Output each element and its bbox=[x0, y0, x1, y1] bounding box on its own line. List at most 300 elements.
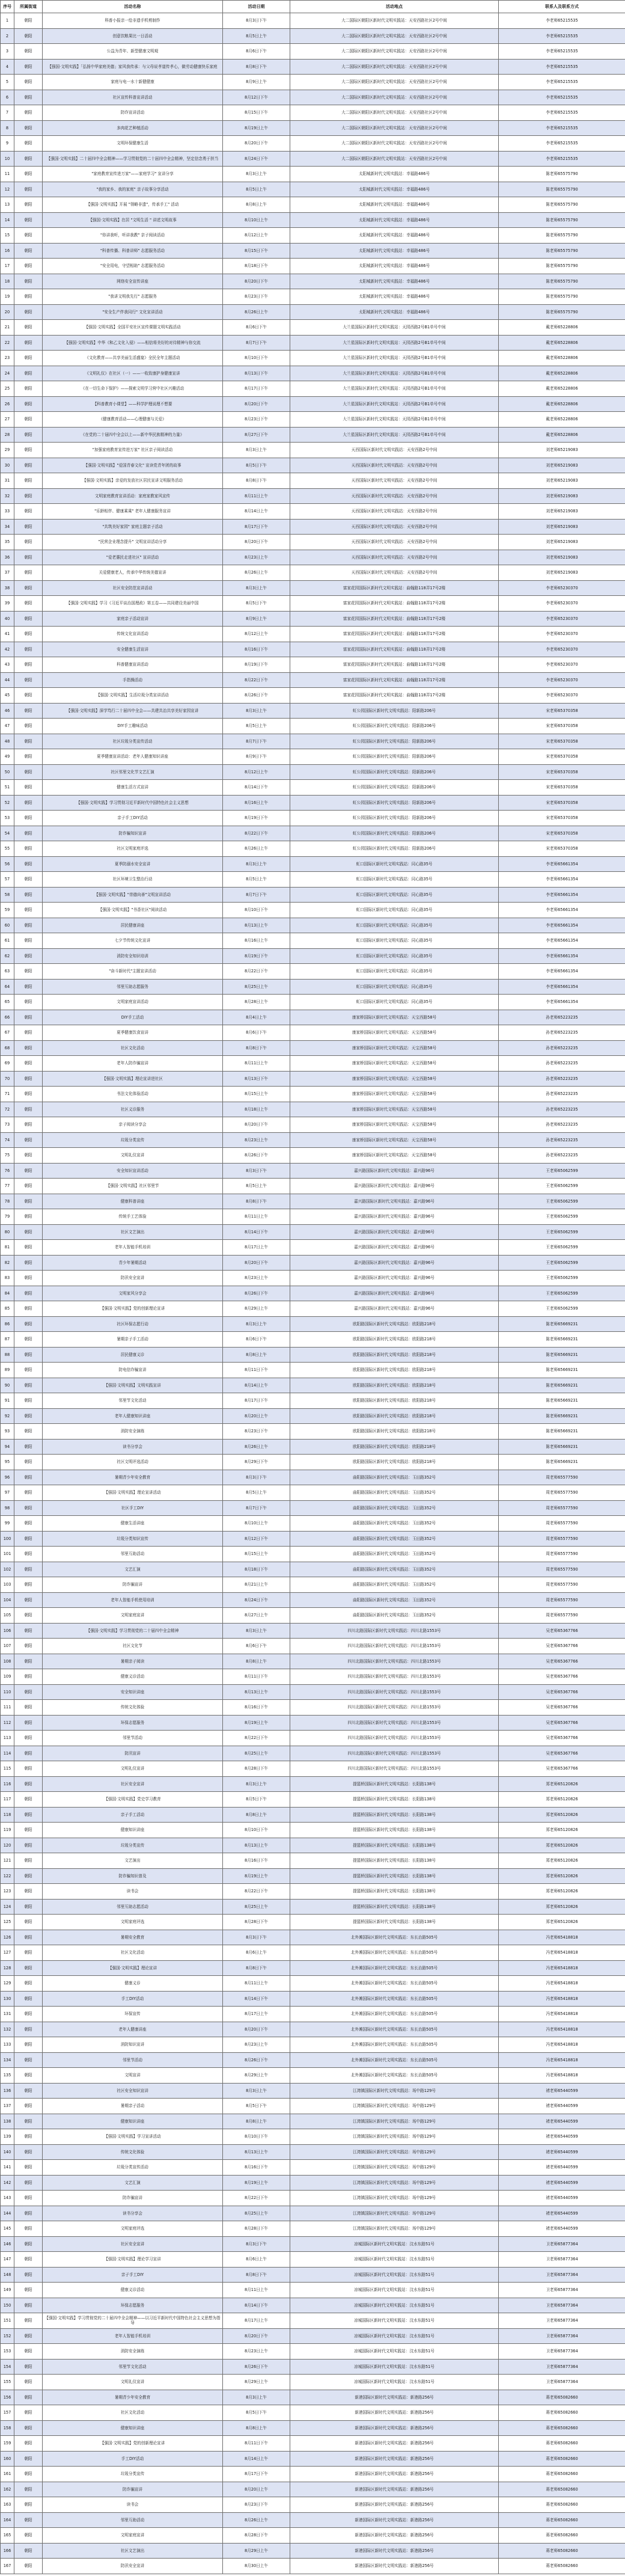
cell-activity-date: 8月29日上午 bbox=[223, 2375, 290, 2390]
cell-street: 朝阳 bbox=[14, 1823, 43, 1838]
cell-activity-date: 8月23日下午 bbox=[223, 1424, 290, 1440]
cell-activity-date: 8月8日下午 bbox=[223, 1194, 290, 1209]
cell-activity-date: 8月5日上午 bbox=[223, 719, 290, 734]
cell-activity-location: 提篮桥国际区新时代文明实践站：长阳路138号 bbox=[290, 1776, 499, 1792]
cell-activity-date: 8月3日下午 bbox=[223, 2236, 290, 2252]
cell-activity-location: 大兰星国际区新时代文明实践站：天园西路2号B1单号中间 bbox=[290, 396, 499, 412]
cell-index: 108 bbox=[1, 1654, 14, 1669]
table-row bbox=[1, 2482, 625, 2497]
cell-contact: 宋老师65370358 bbox=[499, 811, 625, 826]
cell-street: 朝阳 bbox=[14, 1960, 43, 1976]
cell-activity-name: 手工DIY活动 bbox=[43, 2451, 223, 2467]
cell-activity-date: 8月25日上午 bbox=[223, 1899, 290, 1915]
cell-street: 朝阳 bbox=[14, 1194, 43, 1209]
cell-activity-date: 8月8日上午 bbox=[223, 2114, 290, 2129]
cell-activity-name: 垃圾分类知识宣传 bbox=[43, 1531, 223, 1547]
cell-activity-date: 8月16日下午 bbox=[223, 1853, 290, 1869]
cell-activity-location: 天西国际区新时代文明实践站：天安西路2号中间 bbox=[290, 488, 499, 504]
cell-street: 朝阳 bbox=[14, 1424, 43, 1440]
table-row bbox=[1, 1915, 625, 1930]
cell-activity-date: 8月11日下午 bbox=[223, 1669, 290, 1685]
cell-activity-name: 亲子手工活动 bbox=[43, 1807, 223, 1823]
cell-contact: 吴老师65367766 bbox=[499, 1669, 625, 1685]
cell-contact: 刘老师65219083 bbox=[499, 535, 625, 550]
cell-index: 89 bbox=[1, 1363, 14, 1378]
cell-activity-date: 8月13日上午 bbox=[223, 918, 290, 933]
cell-contact: 冯老师65418818 bbox=[499, 1960, 625, 1976]
cell-activity-name: 【强国·文明实践】理论学习宣讲 bbox=[43, 2252, 223, 2268]
cell-activity-location: 富家花园国际区新时代文明实践站：曲翰路118弄17号2楼 bbox=[290, 627, 499, 642]
cell-street: 朝阳 bbox=[14, 1102, 43, 1117]
cell-activity-location: 富家花园国际区新时代文明实践站：曲翰路118弄17号2楼 bbox=[290, 611, 499, 627]
table-row bbox=[1, 2328, 625, 2344]
cell-activity-location: 天西国际区新时代文明实践站：天安西路2号中间 bbox=[290, 565, 499, 581]
cell-activity-location: 大二国际区朝阳区新时代文明实践站：天安西路社区2号中间 bbox=[290, 120, 499, 136]
cell-activity-date: 8月5日上午 bbox=[223, 1485, 290, 1501]
table-row bbox=[1, 1792, 625, 1808]
table-row bbox=[1, 2451, 625, 2467]
cell-activity-name: 环保宣传 bbox=[43, 2007, 223, 2022]
cell-activity-location: 欧阳路国际区新时代文明实践站：欧阳路218号 bbox=[290, 1408, 499, 1424]
cell-activity-name: 【强国·文明实践】中华《和乙文化入侵》——相信将美好的对待精神与你交流 bbox=[43, 335, 223, 351]
cell-contact: 刘老师65219083 bbox=[499, 519, 625, 535]
table-row bbox=[1, 2052, 625, 2068]
cell-activity-date: 8月3日上午 bbox=[223, 1776, 290, 1792]
cell-activity-date: 8月4日上午 bbox=[223, 1010, 290, 1025]
cell-activity-location: 欧阳路国际区新时代文明实践站：欧阳路218号 bbox=[290, 1439, 499, 1455]
cell-activity-date: 8月11日上午 bbox=[223, 1056, 290, 1072]
cell-street: 朝阳 bbox=[14, 1485, 43, 1501]
table-row bbox=[1, 2405, 625, 2421]
cell-activity-date: 8月28日下午 bbox=[223, 1915, 290, 1930]
cell-contact: 蒋老师65082660 bbox=[499, 2497, 625, 2513]
cell-street: 朝阳 bbox=[14, 2420, 43, 2436]
cell-index: 153 bbox=[1, 2344, 14, 2360]
cell-street: 朝阳 bbox=[14, 1623, 43, 1639]
cell-activity-date: 8月26日下午 bbox=[223, 2359, 290, 2375]
cell-activity-name: 邻里互助志愿活动 bbox=[43, 1899, 223, 1915]
cell-activity-date: 8月3日上午 bbox=[223, 1316, 290, 1332]
cell-street: 朝阳 bbox=[14, 933, 43, 949]
cell-activity-location: 富家花园国际区新时代文明实践站：曲翰路118弄17号2楼 bbox=[290, 672, 499, 688]
cell-activity-date: 8月20日下午 bbox=[223, 1117, 290, 1133]
cell-activity-date: 8月12日上午 bbox=[223, 228, 290, 244]
cell-street: 朝阳 bbox=[14, 979, 43, 995]
cell-activity-location: 曲阳路国际区新时代文明实践站：玉田路352号 bbox=[290, 1547, 499, 1562]
cell-activity-name: 环保志愿服务 bbox=[43, 2298, 223, 2313]
cell-activity-date: 8月20日上午 bbox=[223, 1408, 290, 1424]
cell-contact: 褚老师65440599 bbox=[499, 2099, 625, 2114]
cell-activity-name: 传统文化体验 bbox=[43, 1700, 223, 1716]
cell-activity-name: "爱老惠民走进社区" 宣讲活动 bbox=[43, 550, 223, 565]
header-activity-name: 活动名称 bbox=[43, 1, 223, 13]
table-row bbox=[1, 1286, 625, 1301]
cell-activity-date: 8月10日下午 bbox=[223, 2129, 290, 2145]
cell-index: 130 bbox=[1, 1991, 14, 2007]
cell-activity-date: 8月26日上午 bbox=[223, 304, 290, 320]
cell-index: 48 bbox=[1, 734, 14, 749]
table-row bbox=[1, 1010, 625, 1025]
cell-activity-date: 8月10日下午 bbox=[223, 351, 290, 366]
cell-activity-date: 8月10日上午 bbox=[223, 1516, 290, 1532]
cell-index: 37 bbox=[1, 565, 14, 581]
cell-contact: 吴老师65367766 bbox=[499, 1639, 625, 1654]
cell-index: 4 bbox=[1, 59, 14, 75]
cell-activity-location: 欧阳路国际区新时代文明实践站：欧阳路218号 bbox=[290, 1347, 499, 1363]
cell-street: 朝阳 bbox=[14, 44, 43, 60]
cell-activity-location: 新港国际区新时代文明实践站：新港路256号 bbox=[290, 2512, 499, 2528]
cell-activity-date: 8月23日上午 bbox=[223, 550, 290, 565]
cell-activity-name: 【强国·文明实践】"爱国青春文化" 宣读党青年团的故事 bbox=[43, 458, 223, 473]
cell-activity-date: 8月20日下午 bbox=[223, 274, 290, 289]
cell-activity-name: 消防安全演练 bbox=[43, 1424, 223, 1440]
cell-activity-date: 8月6日上午 bbox=[223, 2252, 290, 2268]
cell-activity-name: 暑期青少年安全教育 bbox=[43, 2390, 223, 2405]
table-row bbox=[1, 995, 625, 1010]
cell-index: 38 bbox=[1, 580, 14, 596]
cell-activity-date: 8月19日上午 bbox=[223, 2175, 290, 2191]
cell-activity-date: 8月14日上午 bbox=[223, 504, 290, 520]
cell-activity-date: 8月15日下午 bbox=[223, 105, 290, 121]
table-row bbox=[1, 1700, 625, 1716]
cell-activity-name: 垃圾分类宣传活动 bbox=[43, 2160, 223, 2176]
cell-contact: 蒋老师65082660 bbox=[499, 2436, 625, 2452]
table-row bbox=[1, 366, 625, 381]
cell-activity-date: 8月11日上午 bbox=[223, 2283, 290, 2298]
cell-activity-name: 《健康教育活动——心理健康与关爱》 bbox=[43, 412, 223, 428]
table-row bbox=[1, 473, 625, 489]
cell-activity-name: 防汛安全宣讲 bbox=[43, 2559, 223, 2574]
cell-street: 朝阳 bbox=[14, 642, 43, 657]
cell-activity-name: 防诈骗宣讲 bbox=[43, 1577, 223, 1593]
cell-index: 10 bbox=[1, 151, 14, 167]
cell-activity-name: 安全健康生活宣讲 bbox=[43, 642, 223, 657]
cell-contact: 戴老师65228806 bbox=[499, 412, 625, 428]
cell-activity-name: 消防知识宣讲 bbox=[43, 2037, 223, 2053]
cell-activity-date: 8月20日下午 bbox=[223, 2328, 290, 2344]
cell-index: 94 bbox=[1, 1439, 14, 1455]
cell-index: 75 bbox=[1, 1148, 14, 1164]
table-row bbox=[1, 2390, 625, 2405]
cell-activity-date: 8月3日上午 bbox=[223, 580, 290, 596]
cell-contact: 王老师65062599 bbox=[499, 1194, 625, 1209]
cell-street: 朝阳 bbox=[14, 151, 43, 167]
table-row bbox=[1, 841, 625, 857]
cell-activity-location: 曲阳路国际区新时代文明实践站：玉田路352号 bbox=[290, 1470, 499, 1485]
cell-index: 5 bbox=[1, 75, 14, 90]
cell-index: 7 bbox=[1, 105, 14, 121]
cell-activity-date: 8月15日上午 bbox=[223, 1087, 290, 1102]
cell-contact: 李老师65230370 bbox=[499, 642, 625, 657]
cell-index: 39 bbox=[1, 596, 14, 612]
cell-activity-location: 四川北路国际区新时代文明实践站：四川北路1553号 bbox=[290, 1639, 499, 1654]
table-row bbox=[1, 1899, 625, 1915]
cell-street: 朝阳 bbox=[14, 2298, 43, 2313]
cell-activity-date: 8月27日上午 bbox=[223, 1608, 290, 1624]
cell-contact: 刘老师65219083 bbox=[499, 458, 625, 473]
cell-activity-location: 太阳城新时代文明实践站：幸福路486号 bbox=[290, 197, 499, 213]
cell-index: 69 bbox=[1, 1056, 14, 1072]
cell-activity-name: 社区文明评选活动 bbox=[43, 1455, 223, 1470]
cell-activity-date: 8月27日下午 bbox=[223, 427, 290, 443]
cell-street: 朝阳 bbox=[14, 657, 43, 673]
cell-index: 29 bbox=[1, 443, 14, 458]
table-row bbox=[1, 2436, 625, 2452]
cell-contact: 卫老师65877364 bbox=[499, 2359, 625, 2375]
cell-street: 朝阳 bbox=[14, 1255, 43, 1271]
cell-activity-location: 四川北路国际区新时代文明实践站：四川北路1553号 bbox=[290, 1731, 499, 1746]
cell-activity-location: 曲阳路国际区新时代文明实践站：玉田路352号 bbox=[290, 1608, 499, 1624]
cell-activity-date: 8月23日上午 bbox=[223, 1271, 290, 1286]
cell-contact: 冯老师65418818 bbox=[499, 2022, 625, 2037]
cell-street: 朝阳 bbox=[14, 1010, 43, 1025]
cell-contact: 李老师65215535 bbox=[499, 105, 625, 121]
cell-street: 朝阳 bbox=[14, 1807, 43, 1823]
cell-contact: 卫老师65877364 bbox=[499, 2283, 625, 2298]
cell-contact: 蒋老师65082660 bbox=[499, 2543, 625, 2559]
cell-activity-name: 【强国·文明实践】学习贯彻党的二十届四中全会精神 bbox=[43, 1623, 223, 1639]
cell-index: 40 bbox=[1, 611, 14, 627]
cell-activity-name: 社区安全知识宣讲 bbox=[43, 2083, 223, 2099]
cell-activity-location: 虹口国际区新时代文明实践站：同心路35号 bbox=[290, 948, 499, 964]
cell-activity-date: 8月14日下午 bbox=[223, 1991, 290, 2007]
cell-activity-name: "我讲文明我先行" 志愿服务 bbox=[43, 289, 223, 305]
cell-activity-location: 提篮桥国际区新时代文明实践站：长阳路138号 bbox=[290, 1838, 499, 1853]
cell-activity-name: 防电信诈骗宣讲 bbox=[43, 1363, 223, 1378]
cell-activity-name: "我的家乡、我的家庭" 亲子故事分享活动 bbox=[43, 182, 223, 197]
table-row bbox=[1, 1347, 625, 1363]
table-row bbox=[1, 1577, 625, 1593]
cell-activity-name: 社区安全宣讲 bbox=[43, 1776, 223, 1792]
cell-activity-location: 嘉兴路国际区新时代文明实践站：嘉兴路96号 bbox=[290, 1179, 499, 1194]
cell-index: 99 bbox=[1, 1516, 14, 1532]
cell-index: 96 bbox=[1, 1470, 14, 1485]
cell-activity-name: 【强国·文明实践】"崇德向善"文明宣讲活动 bbox=[43, 887, 223, 903]
cell-street: 朝阳 bbox=[14, 2375, 43, 2390]
table-row bbox=[1, 1945, 625, 1961]
cell-activity-location: 虹口国际区新时代文明实践站：同心路35号 bbox=[290, 933, 499, 949]
cell-activity-name: 社区垃圾分类宣传活动 bbox=[43, 734, 223, 749]
cell-activity-location: 太阳城新时代文明实践站：幸福路486号 bbox=[290, 167, 499, 182]
cell-contact: 李老师65230370 bbox=[499, 580, 625, 596]
cell-street: 朝阳 bbox=[14, 289, 43, 305]
cell-index: 88 bbox=[1, 1347, 14, 1363]
cell-activity-name: 七夕节传统文化宣讲 bbox=[43, 933, 223, 949]
cell-index: 22 bbox=[1, 335, 14, 351]
table-row bbox=[1, 826, 625, 841]
cell-street: 朝阳 bbox=[14, 703, 43, 719]
table-row bbox=[1, 1562, 625, 1577]
cell-activity-name: 【强国·文明实践】党的创新理论宣讲 bbox=[43, 2436, 223, 2452]
table-row bbox=[1, 167, 625, 182]
cell-contact: 卫老师65877364 bbox=[499, 2328, 625, 2344]
cell-activity-location: 曲阳路国际区新时代文明实践站：玉田路352号 bbox=[290, 1531, 499, 1547]
cell-contact: 周老师65577590 bbox=[499, 1547, 625, 1562]
cell-activity-name: 手工DIY活动 bbox=[43, 1991, 223, 2007]
cell-index: 60 bbox=[1, 918, 14, 933]
cell-contact: 李老师65215535 bbox=[499, 136, 625, 152]
cell-activity-name: 邻里互助活动 bbox=[43, 1547, 223, 1562]
cell-index: 74 bbox=[1, 1132, 14, 1148]
cell-activity-name: 社区安全宣讲 bbox=[43, 2236, 223, 2252]
cell-activity-name: 创意饮粮果比一日活动 bbox=[43, 28, 223, 44]
table-row bbox=[1, 2068, 625, 2084]
cell-activity-date: 8月17日上午 bbox=[223, 1240, 290, 1256]
cell-activity-location: 欧阳路国际区新时代文明实践站：欧阳路218号 bbox=[290, 1424, 499, 1440]
cell-index: 107 bbox=[1, 1639, 14, 1654]
cell-street: 朝阳 bbox=[14, 488, 43, 504]
cell-activity-name: 环保志愿服务 bbox=[43, 1715, 223, 1731]
cell-index: 54 bbox=[1, 826, 14, 841]
table-row bbox=[1, 1960, 625, 1976]
table-row bbox=[1, 642, 625, 657]
cell-activity-location: 虹公园国际区新时代文明实践站：阳新路206号 bbox=[290, 826, 499, 841]
table-row bbox=[1, 2559, 625, 2574]
cell-activity-location: 富家花园国际区新时代文明实践站：曲翰路118弄17号2楼 bbox=[290, 580, 499, 596]
cell-contact: 陈老师65575790 bbox=[499, 228, 625, 244]
cell-street: 朝阳 bbox=[14, 2467, 43, 2482]
table-row bbox=[1, 657, 625, 673]
cell-contact: 戴老师65228806 bbox=[499, 396, 625, 412]
cell-contact: 陈老师65575790 bbox=[499, 212, 625, 228]
cell-index: 68 bbox=[1, 1040, 14, 1056]
cell-activity-location: 提篮桥国际区新时代文明实践站：长阳路138号 bbox=[290, 1884, 499, 1900]
cell-contact: 王老师65062599 bbox=[499, 1240, 625, 1256]
cell-index: 120 bbox=[1, 1838, 14, 1853]
cell-activity-date: 8月17日上午 bbox=[223, 2313, 290, 2329]
cell-street: 朝阳 bbox=[14, 1286, 43, 1301]
cell-index: 59 bbox=[1, 903, 14, 918]
cell-street: 朝阳 bbox=[14, 1132, 43, 1148]
cell-contact: 李老师65661354 bbox=[499, 887, 625, 903]
cell-street: 朝阳 bbox=[14, 1792, 43, 1808]
table-row bbox=[1, 1639, 625, 1654]
cell-activity-location: 新港国际区新时代文明实践站：新港路256号 bbox=[290, 2451, 499, 2467]
cell-contact: 蒋老师65082660 bbox=[499, 2482, 625, 2497]
cell-activity-date: 8月11日上午 bbox=[223, 488, 290, 504]
table-row bbox=[1, 1807, 625, 1823]
table-row bbox=[1, 1684, 625, 1700]
cell-index: 119 bbox=[1, 1823, 14, 1838]
cell-contact: 王老师65062599 bbox=[499, 1255, 625, 1271]
cell-activity-date: 8月6日下午 bbox=[223, 1025, 290, 1041]
header-index: 序号 bbox=[1, 1, 14, 13]
cell-activity-date: 8月3日上午 bbox=[223, 167, 290, 182]
cell-contact: 卫老师65877364 bbox=[499, 2236, 625, 2252]
cell-activity-name: 【强国·文明实践】生活垃圾分类宣讲活动 bbox=[43, 688, 223, 704]
table-row bbox=[1, 964, 625, 980]
cell-activity-location: 新港国际区新时代文明实践站：新港路256号 bbox=[290, 2543, 499, 2559]
cell-activity-location: 四川北路国际区新时代文明实践站：四川北路1553号 bbox=[290, 1700, 499, 1716]
cell-contact: 陈老师65575790 bbox=[499, 304, 625, 320]
cell-activity-name: 【强国·文明实践】全国平安社区宣传课题文明实践活动 bbox=[43, 320, 223, 336]
table-row bbox=[1, 2375, 625, 2390]
cell-index: 113 bbox=[1, 1731, 14, 1746]
cell-activity-location: 欧阳路国际区新时代文明实践站：欧阳路218号 bbox=[290, 1363, 499, 1378]
table-row bbox=[1, 856, 625, 872]
cell-street: 朝阳 bbox=[14, 136, 43, 152]
cell-activity-name: 【强国·文明实践】在居 "文明生活 " 讲述文明故事 bbox=[43, 212, 223, 228]
cell-contact: 吴老师65367766 bbox=[499, 1684, 625, 1700]
cell-index: 85 bbox=[1, 1301, 14, 1317]
cell-activity-date: 8月5日下午 bbox=[223, 458, 290, 473]
cell-street: 朝阳 bbox=[14, 1347, 43, 1363]
cell-contact: 孙老师65223235 bbox=[499, 1010, 625, 1025]
cell-activity-location: 大二国际区朝阳区新时代文明实践站：天安西路社区2号中间 bbox=[290, 13, 499, 29]
cell-activity-location: 大兰星国际区新时代文明实践站：天园西路2号B1单号中间 bbox=[290, 335, 499, 351]
cell-activity-location: 嘉兴路国际区新时代文明实践站：嘉兴路96号 bbox=[290, 1163, 499, 1179]
cell-street: 朝阳 bbox=[14, 1117, 43, 1133]
cell-activity-location: 提篮桥国际区新时代文明实践站：长阳路138号 bbox=[290, 1899, 499, 1915]
cell-activity-name: "你讲我听，听讲我教" 亲子阅读活动 bbox=[43, 228, 223, 244]
cell-contact: 刘老师65219083 bbox=[499, 443, 625, 458]
cell-contact: 宋老师65370358 bbox=[499, 734, 625, 749]
cell-index: 105 bbox=[1, 1608, 14, 1624]
cell-contact: 李老师65215535 bbox=[499, 44, 625, 60]
table-row bbox=[1, 1531, 625, 1547]
table-row bbox=[1, 182, 625, 197]
cell-contact: 李老师65661354 bbox=[499, 856, 625, 872]
cell-activity-date: 8月20日下午 bbox=[223, 136, 290, 152]
cell-activity-name: 公益为青年、新型健康文明观 bbox=[43, 44, 223, 60]
cell-activity-name: 健康生活方式宣讲 bbox=[43, 780, 223, 796]
cell-contact: 陈老师65669231 bbox=[499, 1332, 625, 1348]
table-row bbox=[1, 1179, 625, 1194]
cell-street: 朝阳 bbox=[14, 1470, 43, 1485]
cell-street: 朝阳 bbox=[14, 1087, 43, 1102]
cell-activity-date: 8月8日上午 bbox=[223, 1347, 290, 1363]
cell-index: 46 bbox=[1, 703, 14, 719]
cell-street: 朝阳 bbox=[14, 2144, 43, 2160]
cell-activity-date: 8月3日上午 bbox=[223, 703, 290, 719]
cell-activity-location: 太阳城新时代文明实践站：幸福路486号 bbox=[290, 304, 499, 320]
table-row bbox=[1, 1669, 625, 1685]
cell-activity-location: 嘉兴路国际区新时代文明实践站：嘉兴路96号 bbox=[290, 1224, 499, 1240]
cell-index: 160 bbox=[1, 2451, 14, 2467]
cell-activity-date: 8月20日上午 bbox=[223, 2482, 290, 2497]
cell-street: 朝阳 bbox=[14, 320, 43, 336]
cell-activity-name: 亲子手工DIY bbox=[43, 2267, 223, 2283]
table-row bbox=[1, 304, 625, 320]
cell-activity-name: 【强国·文明实践】党的创新理论宣讲 bbox=[43, 1301, 223, 1317]
cell-street: 朝阳 bbox=[14, 228, 43, 244]
cell-contact: 周老师65577590 bbox=[499, 1608, 625, 1624]
table-row bbox=[1, 764, 625, 780]
cell-index: 157 bbox=[1, 2405, 14, 2421]
cell-contact: 陈老师65575790 bbox=[499, 274, 625, 289]
cell-activity-date: 8月9日上午 bbox=[223, 75, 290, 90]
cell-activity-location: 北外滩国际区新时代文明实践站：东长治路505号 bbox=[290, 1976, 499, 1992]
cell-activity-name: 【强国·文明实践】学习贯彻党的二十届四中全会精神——以习近平新时代中国特色社会主义思想为指导 bbox=[43, 2313, 223, 2329]
table-row bbox=[1, 504, 625, 520]
cell-contact: 陈老师65669231 bbox=[499, 1393, 625, 1409]
cell-activity-date: 8月6日下午 bbox=[223, 320, 290, 336]
cell-activity-name: 社区文化活动 bbox=[43, 2405, 223, 2421]
cell-activity-name: 居民健康讲座 bbox=[43, 918, 223, 933]
cell-contact: 李老师65230370 bbox=[499, 688, 625, 704]
cell-activity-name: "家庭教育宣传进万家"——家庭学习" 宣讲分享 bbox=[43, 167, 223, 182]
cell-street: 朝阳 bbox=[14, 13, 43, 29]
cell-index: 91 bbox=[1, 1393, 14, 1409]
cell-index: 133 bbox=[1, 2037, 14, 2053]
cell-activity-date: 8月22日下午 bbox=[223, 2191, 290, 2206]
cell-index: 101 bbox=[1, 1547, 14, 1562]
cell-contact: 王老师65062599 bbox=[499, 1301, 625, 1317]
cell-street: 朝阳 bbox=[14, 780, 43, 796]
cell-activity-name: 亲子阅读分享会 bbox=[43, 1117, 223, 1133]
cell-activity-location: 嘉兴路国际区新时代文明实践站：嘉兴路96号 bbox=[290, 1194, 499, 1209]
cell-index: 163 bbox=[1, 2497, 14, 2513]
